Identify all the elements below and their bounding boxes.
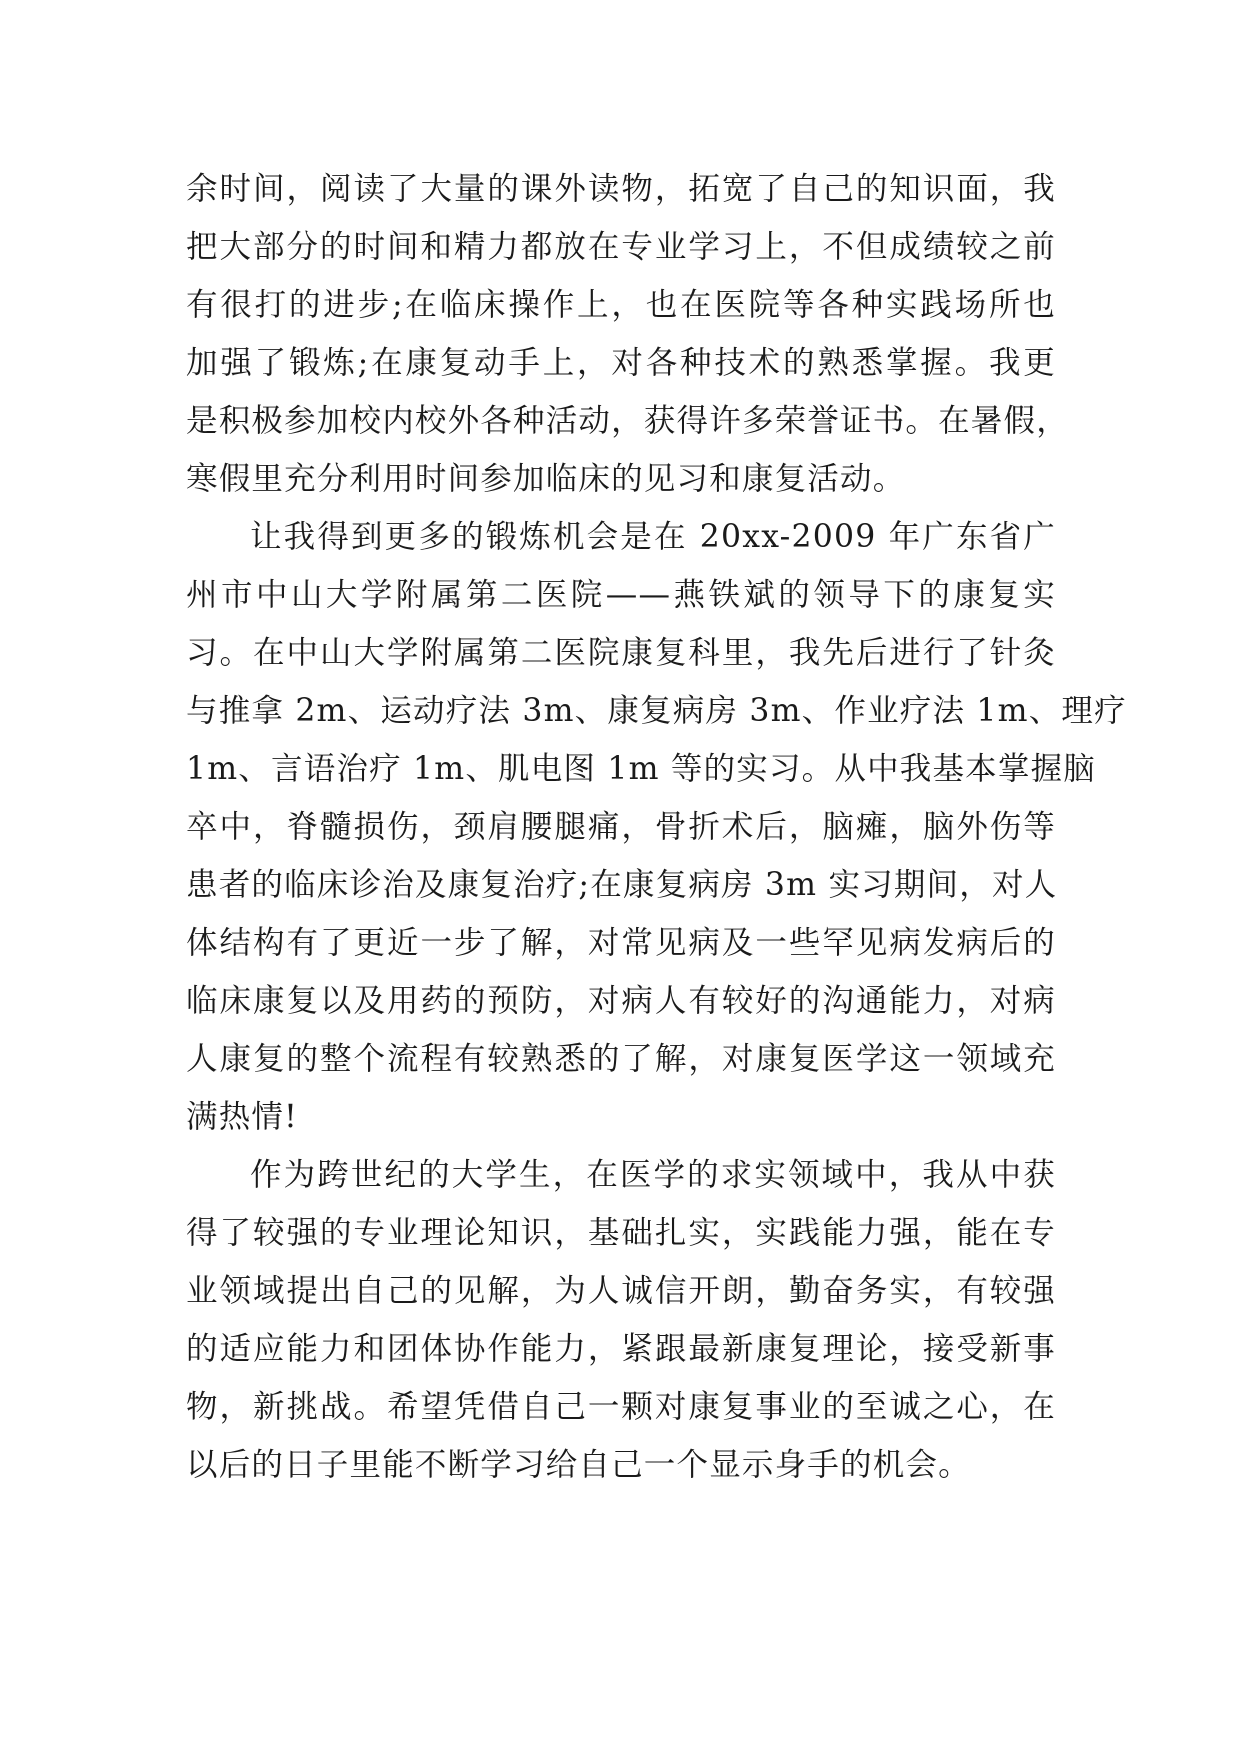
paragraph-3 (186, 1146, 1056, 1494)
paragraph-line: 临床康复以及用药的预防，对病人有较好的沟通能力，对病 (186, 983, 1056, 1019)
paragraph-line: 作为跨世纪的大学生，在医学的求实领域中，我从中获 (250, 1157, 1056, 1193)
document-body (186, 160, 1127, 1494)
paragraph-line: 的适应能力和团体协作能力，紧跟最新康复理论，接受新事 (186, 1331, 1056, 1367)
paragraph-2 (186, 508, 1127, 1146)
paragraph-line: 让我得到更多的锻炼机会是在 20xx-2009 年广东省广 (250, 519, 1056, 555)
paragraph-line: 与推拿 2m、运动疗法 3m、康复病房 3m、作业疗法 1m、理疗 (186, 693, 1127, 729)
paragraph-line: 人康复的整个流程有较熟悉的了解，对康复医学这一领域充 (186, 1041, 1056, 1077)
paragraph-line: 体结构有了更近一步了解，对常见病及一些罕见病发病后的 (186, 925, 1056, 961)
paragraph-line: 业领域提出自己的见解，为人诚信开朗，勤奋务实，有较强 (186, 1273, 1056, 1309)
paragraph-line: 有很打的进步;在临床操作上，也在医院等各种实践场所也 (186, 287, 1056, 323)
paragraph-line: 1m、言语治疗 1m、肌电图 1m 等的实习。从中我基本掌握脑 (186, 751, 1096, 787)
paragraph-line: 把大部分的时间和精力都放在专业学习上，不但成绩较之前 (186, 229, 1056, 265)
paragraph-line: 余时间，阅读了大量的课外读物，拓宽了自己的知识面，我 (186, 171, 1056, 207)
paragraph-line: 物，新挑战。希望凭借自己一颗对康复事业的至诚之心，在 (186, 1389, 1056, 1425)
paragraph-line: 州市中山大学附属第二医院——燕铁斌的领导下的康复实 (186, 577, 1056, 613)
paragraph-line: 加强了锻炼;在康复动手上，对各种技术的熟悉掌握。我更 (186, 345, 1056, 381)
paragraph-line: 习。在中山大学附属第二医院康复科里，我先后进行了针灸 (186, 635, 1056, 671)
paragraph-line: 患者的临床诊治及康复治疗;在康复病房 3m 实习期间，对人 (186, 867, 1058, 903)
paragraph-line: 以后的日子里能不断学习给自己一个显示身手的机会。 (186, 1447, 971, 1483)
paragraph-line: 得了较强的专业理论知识，基础扎实，实践能力强，能在专 (186, 1215, 1056, 1251)
paragraph-line: 寒假里充分利用时间参加临床的见习和康复活动。 (186, 461, 906, 497)
paragraph-line: 是积极参加校内校外各种活动，获得许多荣誉证书。在暑假， (186, 403, 1069, 439)
paragraph-1 (186, 160, 1069, 508)
paragraph-line: 满热情! (186, 1099, 298, 1135)
paragraph-line: 卒中，脊髓损伤，颈肩腰腿痛，骨折术后，脑瘫，脑外伤等 (186, 809, 1056, 845)
